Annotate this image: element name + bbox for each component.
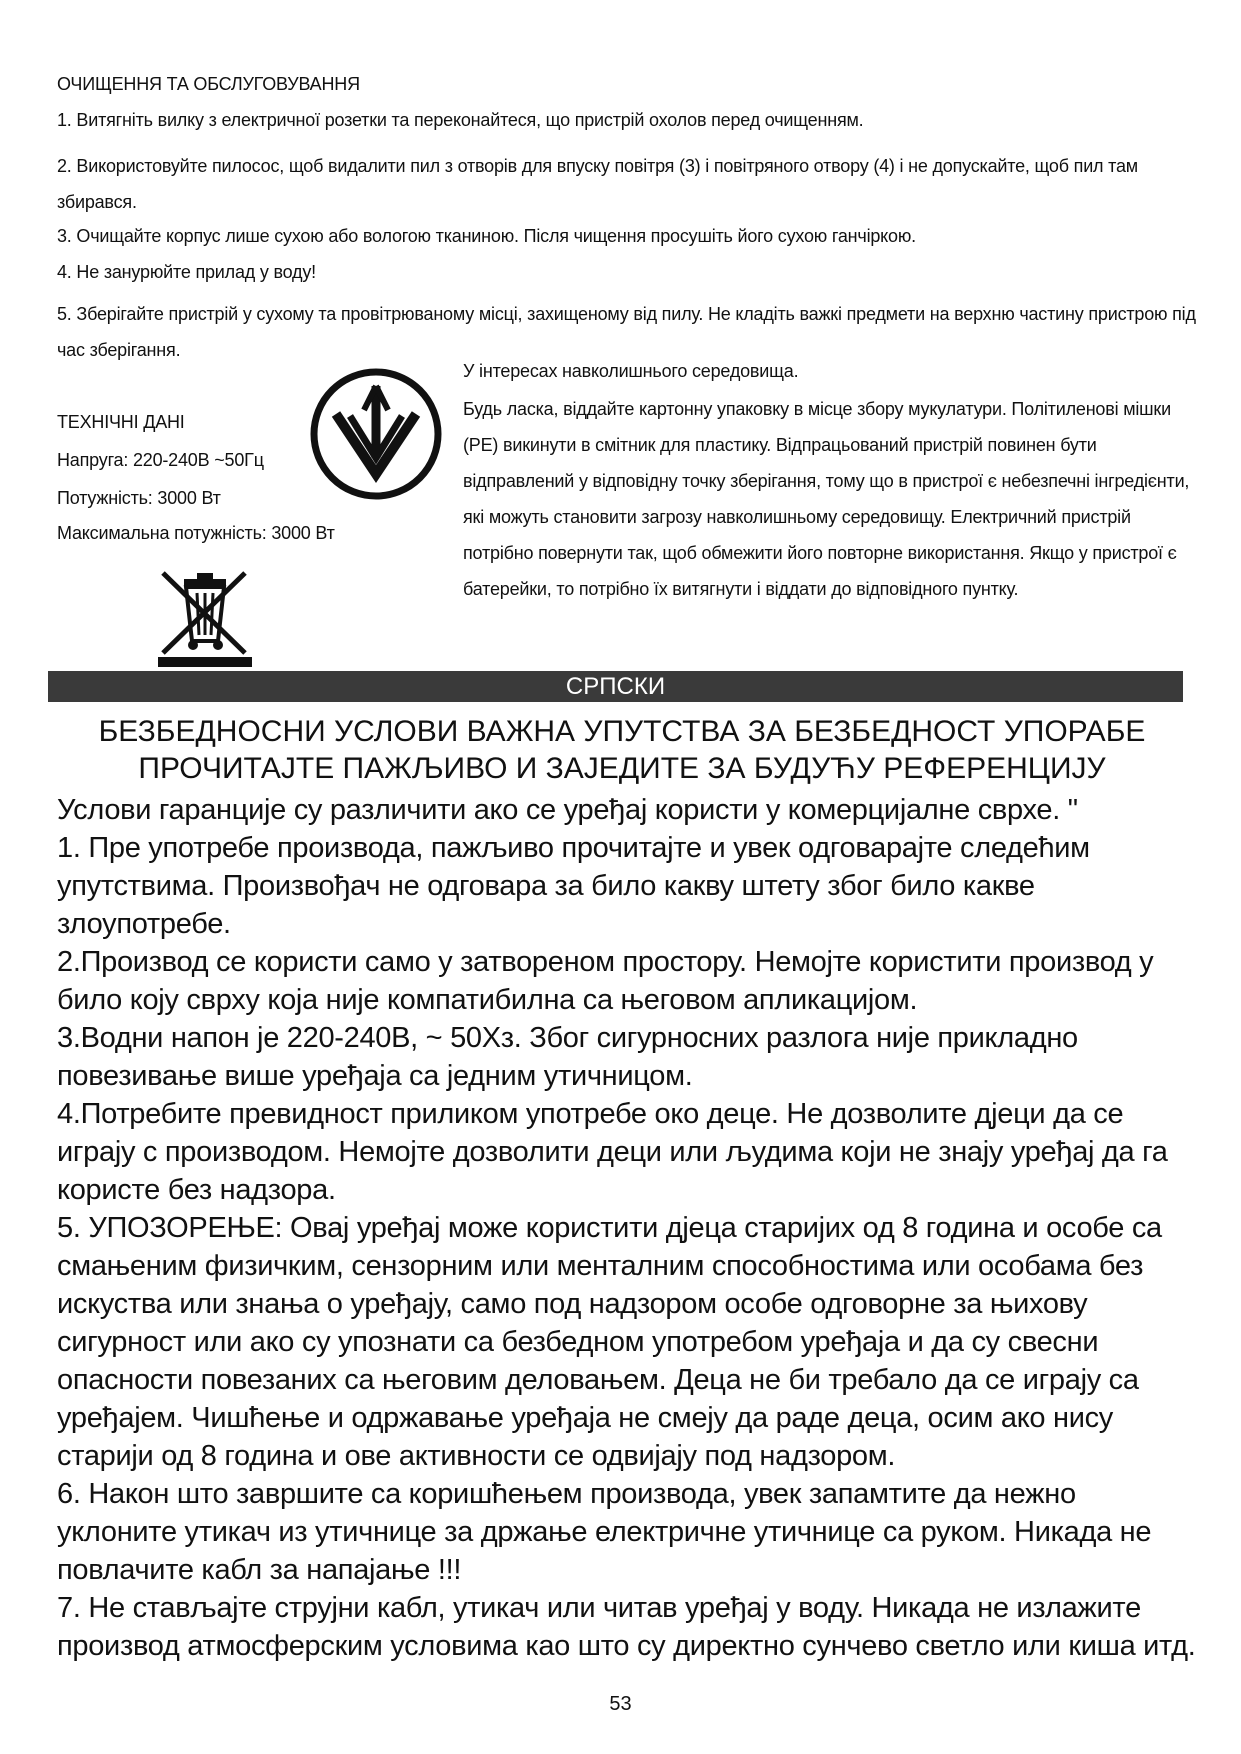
cleaning-section-title: ОЧИЩЕННЯ ТА ОБСЛУГОВУВАННЯ bbox=[57, 74, 360, 94]
environment-intro: У інтересах навколишнього середовища. bbox=[463, 361, 799, 381]
serbian-heading-line2: ПРОЧИТАЈТЕ ПАЖЉИВО И ЗАЈЕДИТЕ ЗА БУДУЋУ РЕФЕРЕНЦИЈУ bbox=[138, 752, 1106, 785]
safety-item-7: 7. Не стављајте струјни кабл, утикач или читав уређај у воду. Никада не излажите производ атмосферским условима као што су директно сунчево светло или киша итд. bbox=[57, 1592, 1196, 1662]
weee-bin-icon bbox=[155, 565, 255, 669]
tech-data-title: ТЕХНІЧНІ ДАНІ bbox=[57, 412, 185, 432]
conformity-mark-icon bbox=[308, 366, 444, 502]
page-number: 53 bbox=[609, 1693, 632, 1715]
cleaning-item-4: 4. Не занурюйте прилад у воду! bbox=[57, 262, 316, 282]
safety-item-3: 3.Водни напон је 220-240В, ~ 50Хз. Због сигурносних разлога није прикладно повезивање више уређаја са једним утичницом. bbox=[57, 1022, 1078, 1092]
serbian-heading-line1: БЕЗБЕДНОСНИ УСЛОВИ ВАЖНА УПУТСТВА ЗА БЕЗБЕДНОСТ УПОРАБЕ bbox=[98, 715, 1146, 748]
environment-block bbox=[463, 353, 1203, 607]
serbian-body bbox=[57, 791, 1197, 1665]
safety-item-1: 1. Пре употребе производа, пажљиво прочитајте и увек одговарајте следећим упутствима. Произвођач не одговара за било какву штету због било какве злоупотребе. bbox=[57, 832, 1090, 940]
environment-text: Будь ласка, віддайте картонну упаковку в місце збору мукулатури. Політиленові мішки (PE) викинути в смітник для пластику. Відпрацьований пристрій повинен бути відправлений у відповідну точку зберігання, тому що в пристрої є небезпечні інгредієнти, які можуть становити загрозу навколишньому середовищу. Електричний пристрій потрібно повернути так, щоб обмежити його повторне використання. Якщо у пристрої є батерейки, то потрібно їх витягнути і віддати до відповідного пунтку. bbox=[463, 399, 1190, 599]
language-banner: СРПСКИ bbox=[48, 671, 1183, 702]
safety-item-2: 2.Производ се користи само у затвореном простору. Немојте користити производ у било коју сврху која није компатибилна са његовом апликацијом. bbox=[57, 946, 1154, 1016]
safety-item-5: 5. УПОЗОРЕЊЕ: Овај уређај може користити дјеца старијих од 8 година и особе са смањеним физичким, сензорним или менталним способностима или особама без искуства или знања о уређају, само под надзором особе одговорне за њихову сигурност или ако су упознати са безбедном употребом уређаја и да су свесни опасности повезаних са његовим деловањем. Деца не би требало да се играју са уређајем. Чишћење и одржавање уређаја не смеју да раде деца, осим ако нису старији од 8 година и ове активности се одвијају под надзором. bbox=[57, 1212, 1162, 1472]
safety-item-4: 4.Потребите превидност приликом употребе око деце. Не дозволите дјеци да се играју с производом. Немојте дозволити деци или људима који не знају уређај да га користе без надзора. bbox=[57, 1098, 1168, 1206]
cleaning-item-5: 5. Зберігайте пристрій у сухому та провітрюваному місці, захищеному від пилу. Не кладіть важкі предмети на верхню частину пристрою під час зберігання. bbox=[57, 304, 1196, 360]
safety-item-6: 6. Након што завршите са коришћењем производа, увек запамтите да нежно уклоните утикач из утичнице за држање електричне утичнице са руком. Никада не повлачите кабл за напајање !!! bbox=[57, 1478, 1152, 1586]
cleaning-item-2: 2. Використовуйте пилосос, щоб видалити пил з отворів для впуску повітря (3) і повітряного отвору (4) і не допускайте, щоб пил там збирався. bbox=[57, 156, 1138, 212]
cleaning-item-1: 1. Витягніть вилку з електричної розетки та переконайтеся, що пристрій охолов перед очищенням. bbox=[57, 110, 864, 130]
tech-power: Потужність: 3000 Вт bbox=[57, 488, 221, 508]
tech-max-power: Максимальна потужність: 3000 Вт bbox=[57, 523, 335, 543]
cleaning-item-3: 3. Очищайте корпус лише сухою або вологою тканиною. Після чищення просушіть його сухою ганчіркою. bbox=[57, 226, 916, 246]
tech-voltage: Напруга: 220-240В ~50Гц bbox=[57, 450, 264, 470]
warranty-paragraph: Услови гаранције су различити ако се уређај користи у комерцијалне сврхе. " bbox=[57, 794, 1078, 826]
